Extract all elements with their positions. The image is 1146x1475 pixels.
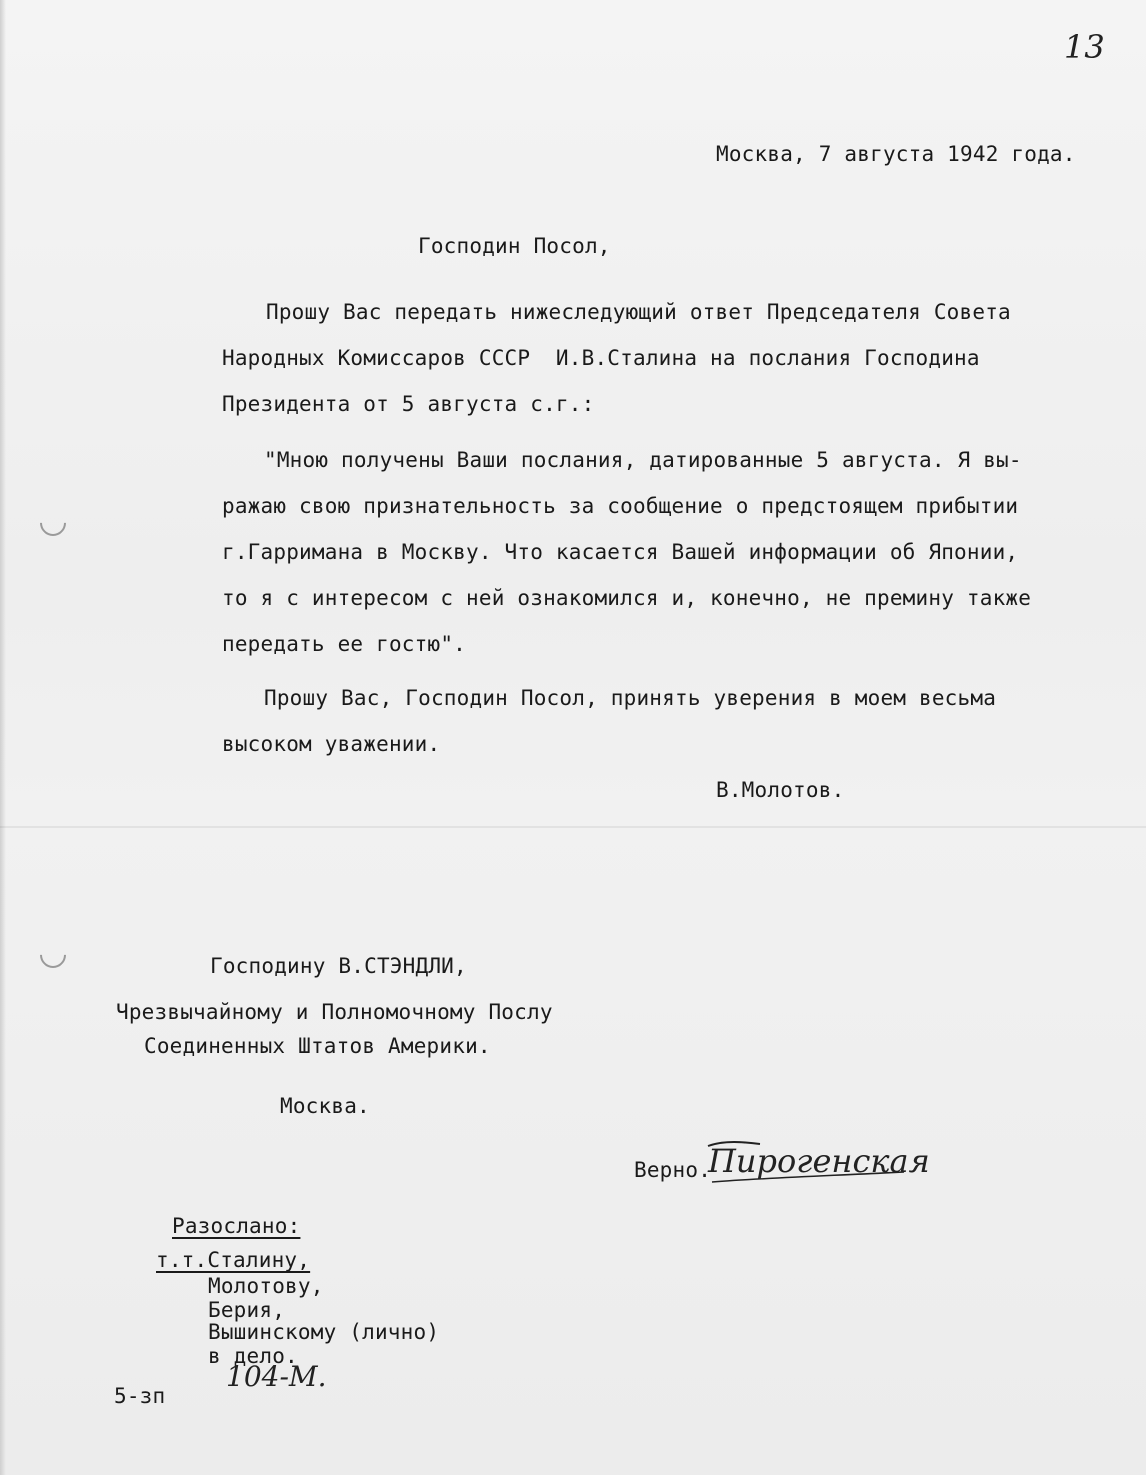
body-line: Прошу Вас передать нижеследующий ответ Председателя Совета [266, 300, 1011, 324]
body-line: ражаю свою признательность за сообщение о предстоящем прибытии [222, 494, 1019, 518]
body-line: "Мною получены Ваши послания, датированные 5 августа. Я вы- [264, 448, 1022, 472]
body-line: то я с интересом с ней ознакомился и, конечно, не премину также [222, 586, 1032, 610]
body-line: передать ее гостю". [222, 632, 467, 656]
page-edge-shadow [0, 0, 6, 1475]
body-line: высоком уважении. [222, 732, 441, 756]
place-date: Москва, 7 августа 1942 года. [716, 142, 1076, 166]
document-code: 5-зп [114, 1384, 166, 1408]
file-number: 104-М. [226, 1360, 327, 1393]
addressee-line: Москва. [280, 1094, 370, 1118]
distribution-line: Вышинскому (лично) [208, 1320, 440, 1344]
body-line: Прошу Вас, Господин Посол, принять уверения в моем весьма [264, 686, 997, 710]
body-line: Президента от 5 августа с.г.: [222, 392, 595, 416]
distribution-line: Молотову, [208, 1274, 324, 1298]
punch-hole-mark-top [35, 505, 72, 542]
addressee-line: Господину В.СТЭНДЛИ, [210, 954, 467, 978]
addressee-line: Чрезвычайному и Полномочному Послу [116, 1000, 553, 1024]
punch-hole-mark-bottom [35, 937, 72, 974]
addressee-line: Соединенных Штатов Америки. [144, 1034, 491, 1058]
signature-scribble [704, 1136, 914, 1188]
body-line: Народных Комиссаров СССР И.В.Сталина на послания Господина [222, 346, 980, 370]
distribution-heading: Разослано: [172, 1214, 301, 1238]
handwritten-signature: Пирогенская [708, 1142, 930, 1180]
salutation: Господин Посол, [418, 234, 611, 258]
page-fold-line [0, 826, 1146, 828]
body-line: г.Гарримана в Москву. Что касается Вашей информации об Японии, [222, 540, 1019, 564]
verno-label: Верно. [634, 1158, 712, 1182]
distribution-line: в дело. [208, 1344, 298, 1368]
signature-name: В.Молотов. [716, 778, 845, 802]
page-number: 13 [1064, 28, 1105, 66]
distribution-line: т.т.Сталину, [156, 1248, 311, 1272]
distribution-line: Берия, [208, 1298, 286, 1322]
